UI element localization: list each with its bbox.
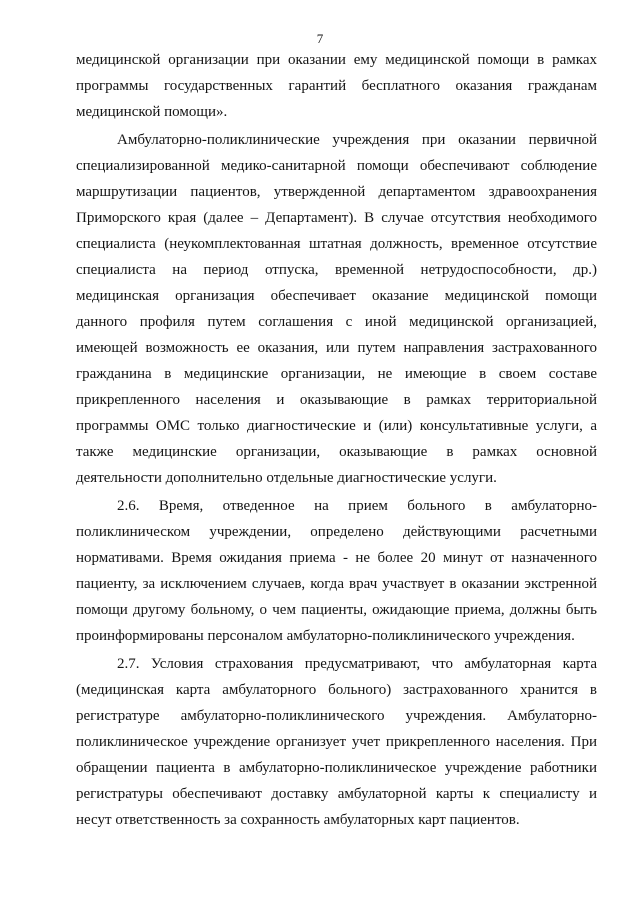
text-line: 2.7. Условия страхования предусматривают, что амбулаторная карта (117, 656, 597, 672)
text-line: данного профиля путем соглашения с иной медицинской организацией, (76, 314, 597, 330)
text-line: Амбулаторно-поликлинические учреждения при оказании первичной (117, 132, 597, 148)
text-line: проинформированы персоналом амбулаторно-поликлинического учреждения. (76, 628, 575, 644)
text-line: медицинская организация обеспечивает оказание медицинской помощи (76, 288, 597, 304)
text-line: поликлиническом учреждении, определено действующими расчетными (76, 524, 597, 540)
text-line: нормативами. Время ожидания приема - не более 20 минут от назначенного (76, 550, 597, 566)
text-line: пациенту, за исключением случаев, когда врач участвует в оказании экстренной (76, 576, 597, 592)
text-line: имеющей возможность ее оказания, или путем направления застрахованного (76, 340, 597, 356)
text-line: специалиста (неукомплектованная штатная должность, временное отсутствие (76, 236, 597, 252)
text-line: прикрепленного населения и оказывающие в рамках территориальной (76, 392, 597, 408)
text-line: регистратуре амбулаторно-поликлинического учреждения. Амбулаторно- (76, 708, 597, 724)
text-line: поликлиническое учреждение организует учет прикрепленного населения. При (76, 734, 597, 750)
text-line: гражданина в медицинские организации, не имеющие в своем составе (76, 366, 597, 382)
text-line: регистратуры обеспечивают доставку амбулаторной карты к специалисту и (76, 786, 597, 802)
text-line: несут ответственность за сохранность амбулаторных карт пациентов. (76, 812, 520, 828)
text-line: медицинской помощи». (76, 104, 228, 120)
text-line: программы ОМС только диагностические и (или) консультативные услуги, а (76, 418, 597, 434)
text-line: Приморского края (далее – Департамент). В случае отсутствия необходимого (76, 210, 597, 226)
text-line: программы государственных гарантий бесплатного оказания гражданам (76, 78, 597, 94)
text-line: (медицинская карта амбулаторного больного) застрахованного хранится в (76, 682, 597, 698)
text-line: 2.6. Время, отведенное на прием больного в амбулаторно- (117, 498, 597, 514)
text-line: помощи другому больному, о чем пациенты, ожидающие приема, должны быть (76, 602, 597, 618)
text-line: маршрутизации пациентов, утвержденной департаментом здравоохранения (76, 184, 597, 200)
text-line: специалиста на период отпуска, временной нетрудоспособности, др.) (76, 262, 597, 278)
page-number: 7 (316, 31, 324, 46)
text-line: медицинской организации при оказании ему медицинской помощи в рамках (76, 52, 597, 68)
text-line: специализированной медико-санитарной помощи обеспечивают соблюдение (76, 158, 597, 174)
text-line: деятельности дополнительно отдельные диагностические услуги. (76, 470, 497, 486)
text-line: также медицинские организации, оказывающие в рамках основной (76, 444, 597, 460)
text-line: обращении пациента в амбулаторно-поликлиническое учреждение работники (76, 760, 597, 776)
